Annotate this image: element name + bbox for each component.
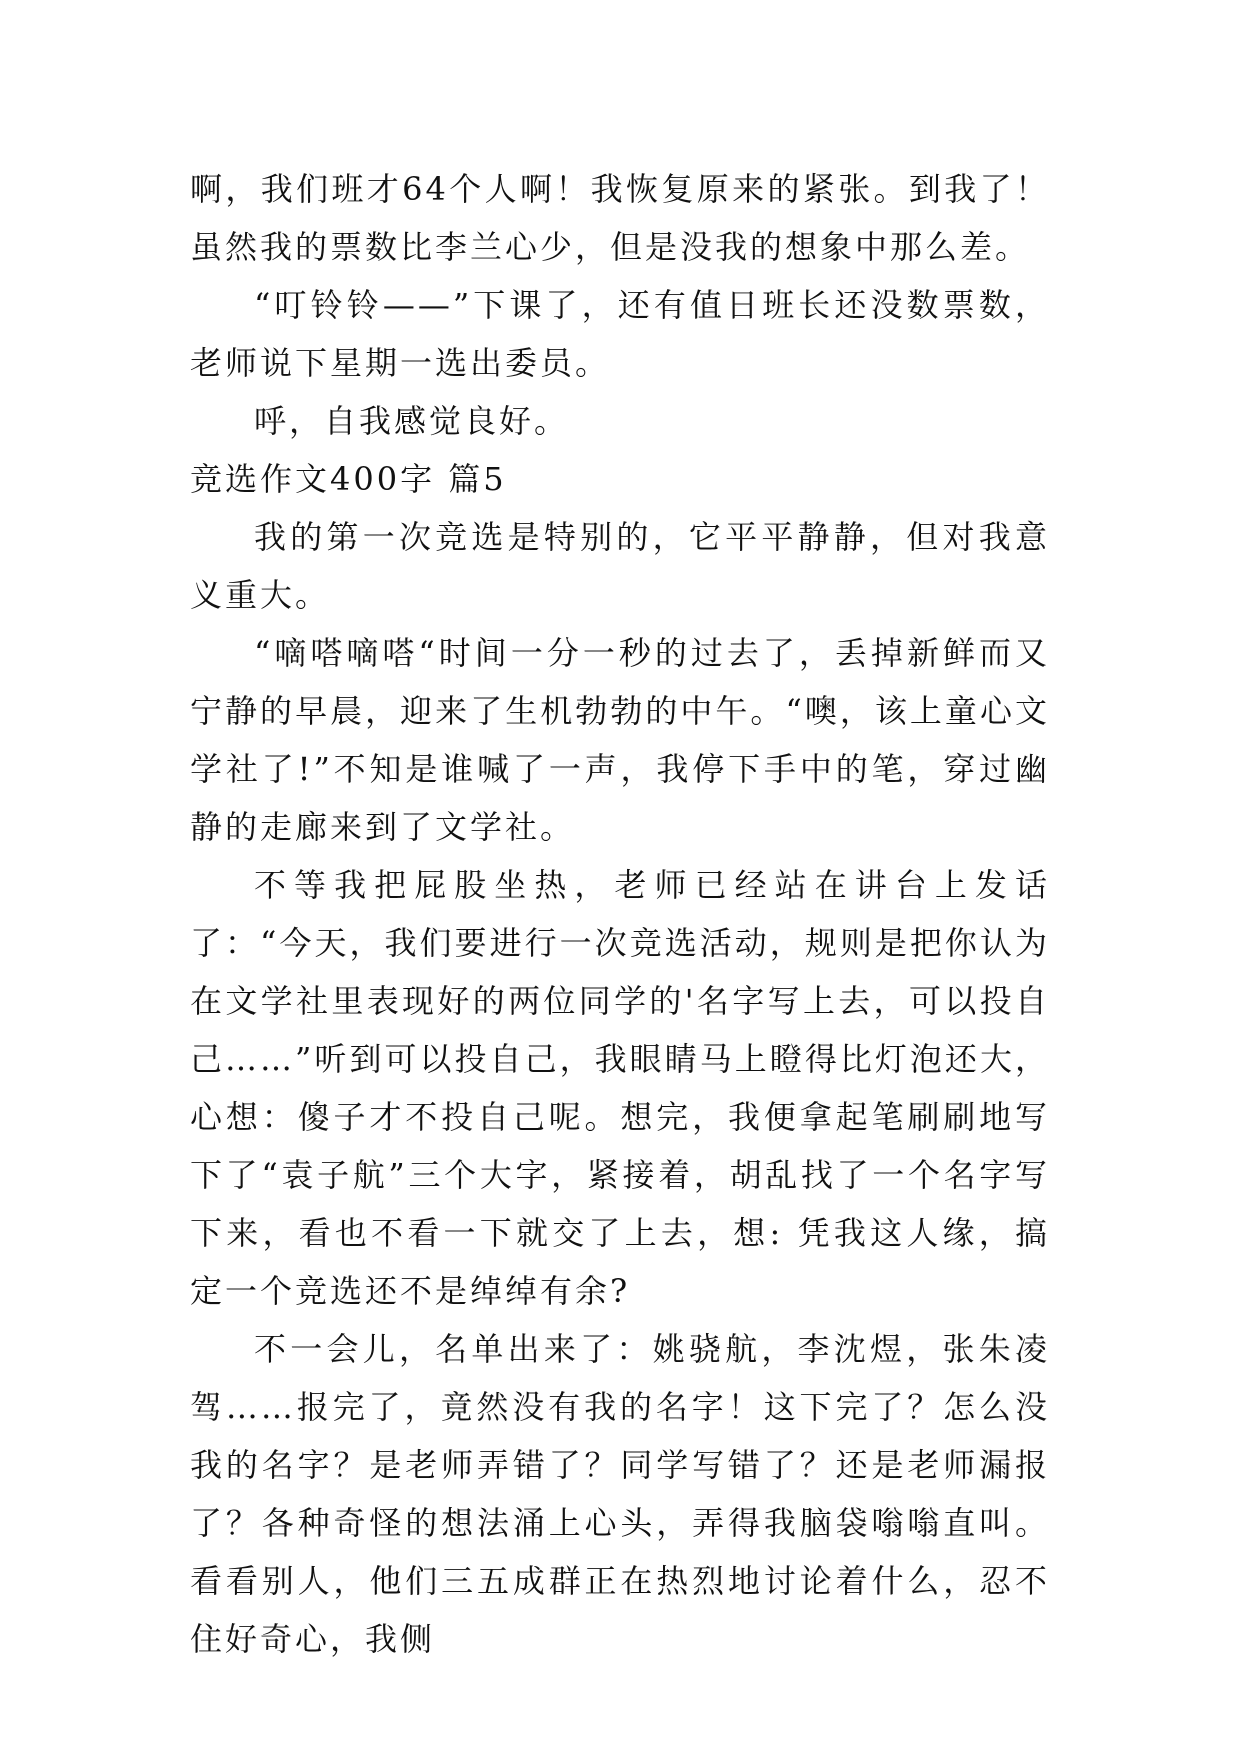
paragraph: “叮铃铃——”下课了，还有值日班长还没数票数，老师说下星期一选出委员。 [190, 286, 1050, 382]
section-title: 竞选作文400字 篇5 [190, 460, 507, 498]
paragraph: “嘀嗒嘀嗒“时间一分一秒的过去了，丢掉新鲜而又宁静的早晨，迎来了生机勃勃的中午。“噢，该上童心文学社了!”不知是谁喊了一声，我停下手中的笔，穿过幽静的走廊来到了文学社。 [190, 634, 1050, 846]
paragraph: 呼，自我感觉良好。 [254, 402, 570, 440]
paragraph: 啊，我们班才64个人啊！我恢复原来的紧张。到我了！虽然我的票数比李兰心少，但是没我的想象中那么差。 [190, 170, 1050, 266]
document-body [190, 160, 1050, 1668]
paragraph: 不等我把屁股坐热，老师已经站在讲台上发话了：“今天，我们要进行一次竞选活动，规则是把你认为在文学社里表现好的两位同学的'名字写上去，可以投自己……”听到可以投自己，我眼睛马上瞪得比灯泡还大，心想：傻子才不投自己呢。想完，我便拿起笔刷刷地写下了“袁子航”三个大字，紧接着，胡乱找了一个名字写下来，看也不看一下就交了上去，想: 凭我这人缘，搞定一个竞选还不是绰绰有余? [190, 866, 1050, 1310]
paragraph: 不一会儿，名单出来了：姚骁航，李沈煜，张朱凌驾……报完了，竟然没有我的名字！这下完了？怎么没我的名字？是老师弄错了？同学写错了？还是老师漏报了？各种奇怪的想法涌上心头，弄得我脑袋嗡嗡直叫。看看别人，他们三五成群正在热烈地讨论着什么，忍不住好奇心，我侧 [190, 1330, 1050, 1658]
paragraph: 我的第一次竞选是特别的，它平平静静，但对我意义重大。 [190, 518, 1050, 614]
